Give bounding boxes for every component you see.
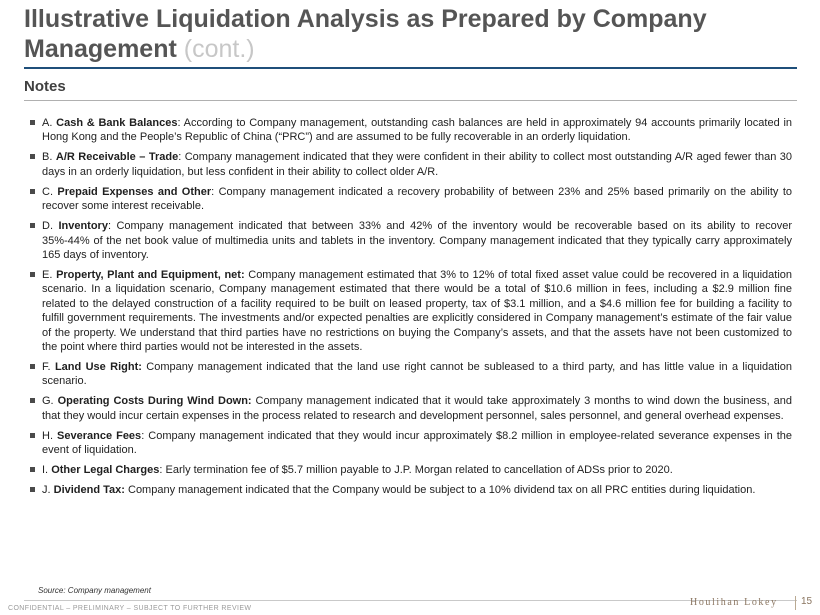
source-note: Source: Company management: [38, 586, 151, 595]
page-title-suffix: (cont.): [183, 35, 255, 63]
note-sep: :: [159, 464, 163, 477]
notes-list: [28, 116, 792, 503]
note-text: Company management estimated that 3% to 12% of total fixed asset value could be recovered in a liquidation scenario. In a liquidation scenario, Company management estimated that there would be a total of $10.6 million in fees, including a $2.9 million fine related to the delayed construction of a facility required to be built on leased property, tax of $3.1 million, and a $4.6 million fee for building a facility to fulfill government requirements. The investments and/or expected penalties are explicitly considered in Company management’s estimate of the fair value of the property. We understand that third parties have no restrictions on buying the Company’s assets, and that the assets have not been customized to the point where third parties would not be interested in the assets.: [42, 269, 793, 354]
note-label: Operating Costs During Wind Down:: [57, 395, 252, 408]
note-item: [28, 429, 792, 458]
note-label: Property, Plant and Equipment, net:: [56, 269, 245, 282]
square-bullet-icon: [30, 398, 35, 403]
note-item: [28, 483, 792, 497]
note-prefix: D.: [42, 220, 53, 233]
square-bullet-icon: [30, 467, 35, 472]
note-label: Other Legal Charges: [51, 464, 160, 477]
note-prefix: H.: [42, 429, 53, 442]
note-label: Inventory: [58, 220, 108, 233]
square-bullet-icon: [30, 223, 35, 228]
note-label: Prepaid Expenses and Other: [57, 185, 212, 198]
note-prefix: B.: [42, 151, 53, 164]
note-text: Company management indicated that the Company would be subject to a 10% dividend tax on all PRC entities during liquidation.: [124, 484, 756, 497]
note-text: Early termination fee of $5.7 million payable to J.P. Morgan related to cancellation of ADSs prior to 2020.: [162, 464, 673, 477]
note-text: Company management indicated that they would incur approximately $8.2 million in employee-related severance expenses in the event of liquidation.: [42, 429, 793, 457]
note-item: [28, 360, 792, 389]
note-text: Company management indicated that the land use right cannot be subleased to a third party, and has little value in a liquidation scenario.: [42, 361, 792, 388]
title-divider: [24, 67, 797, 69]
square-bullet-icon: [30, 189, 35, 194]
note-sep: :: [141, 429, 145, 442]
note-label: Dividend Tax:: [53, 484, 125, 497]
note-text: Company management indicated that they were confident in their ability to collect most outstanding A/R aged fewer than 30 days in an orderly liquidation, but less confident in their ability to collect older A/R.: [42, 151, 793, 178]
note-prefix: C.: [42, 185, 53, 198]
note-prefix: F.: [42, 361, 51, 374]
note-prefix: I.: [42, 464, 49, 477]
note-item: [28, 394, 792, 423]
square-bullet-icon: [30, 154, 35, 159]
note-item: [28, 463, 792, 477]
note-prefix: E.: [42, 269, 53, 282]
note-text: Company management indicated that it would take approximately 3 months to wind down the business, and that they would incur certain expenses in the process related to research and development personnel, sales personnel, and general overhead expenses.: [42, 395, 792, 422]
note-item: [28, 185, 792, 214]
note-sep: :: [178, 151, 182, 164]
square-bullet-icon: [30, 120, 35, 125]
square-bullet-icon: [30, 487, 35, 492]
note-label: Severance Fees: [57, 429, 142, 442]
note-label: A/R Receivable – Trade: [55, 151, 179, 164]
note-text: Company management indicated that between 33% and 42% of the inventory would be recoverable based on its ability to recover 35%-44% of the net book value of multimedia units and tablets in the inventory. Company management indicated that they typically carry approximately 165 days of inventory.: [42, 220, 792, 262]
note-sep: :: [211, 185, 215, 198]
page-title: [24, 4, 804, 64]
note-sep: :: [177, 117, 181, 129]
confidential-label: CONFIDENTIAL – PRELIMINARY – SUBJECT TO FURTHER REVIEW: [8, 605, 252, 612]
section-heading: Notes: [24, 78, 66, 95]
note-item: [28, 116, 792, 145]
note-prefix: G.: [42, 395, 54, 408]
footer-divider: [24, 600, 797, 601]
page-number: 15: [801, 596, 813, 607]
logo-separator: [795, 596, 796, 610]
square-bullet-icon: [30, 272, 35, 277]
note-item: [28, 150, 792, 179]
note-item: [28, 219, 792, 262]
note-label: Land Use Right:: [54, 361, 142, 374]
square-bullet-icon: [30, 433, 35, 438]
section-divider: [24, 100, 797, 101]
company-logo: Houlihan Lokey: [690, 597, 778, 608]
page-title-main: Illustrative Liquidation Analysis as Prepared by Company Management: [24, 5, 707, 63]
square-bullet-icon: [30, 364, 35, 369]
note-text: According to Company management, outstanding cash balances are held in approximately 94 accounts primarily located in Hong Kong and the People’s Republic of China (“PRC”) and are assumed to be fully recoverable in an orderly liquidation.: [42, 117, 793, 144]
note-item: [28, 268, 792, 354]
note-prefix: A.: [42, 117, 53, 129]
note-sep: :: [107, 220, 112, 233]
note-text: Company management indicated a recovery probability of between 23% and 25% based primarily on the ability to recover some interest receivable.: [42, 185, 792, 213]
note-prefix: J.: [42, 484, 51, 497]
note-label: Cash & Bank Balances: [56, 117, 178, 129]
